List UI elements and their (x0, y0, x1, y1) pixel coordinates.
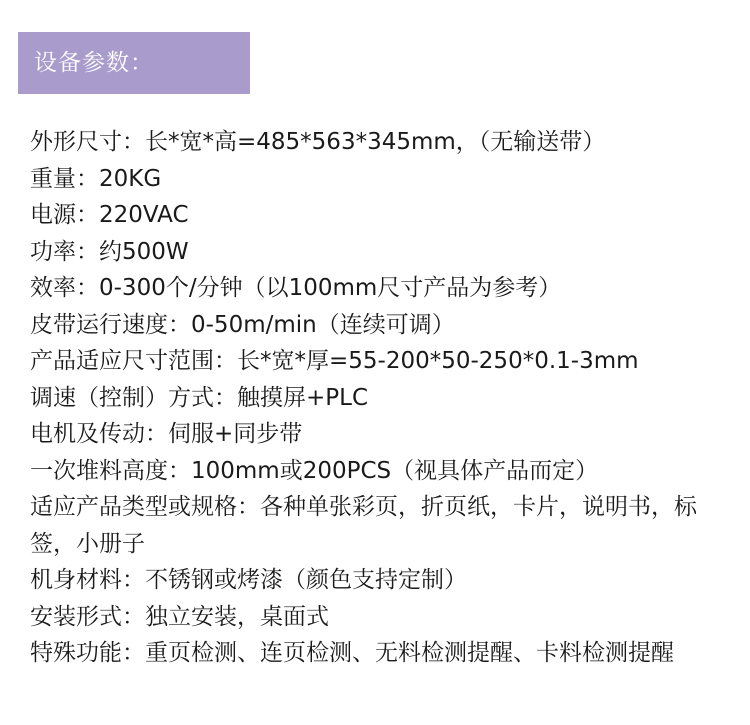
spec-item-power: 功率：约500W (30, 238, 189, 265)
spec-list (30, 124, 736, 672)
spec-item-product-size-range: 产品适应尺寸范围：长*宽*厚=55-200*50-250*0.1-3mm (30, 348, 639, 374)
section-title-band (18, 32, 250, 94)
page-title: 设备参数： (34, 49, 154, 76)
spec-item-installation: 安装形式：独立安装，桌面式 (30, 603, 329, 630)
spec-item-special-functions: 特殊功能：重页检测、连页检测、无料检测提醒、卡料检测提醒 (30, 640, 674, 666)
spec-item-power-supply: 电源：220VAC (30, 202, 189, 228)
spec-item-dimensions: 外形尺寸：长*宽*高=485*563*345mm，（无输送带） (30, 129, 606, 155)
spec-item-belt-speed: 皮带运行速度：0-50m/min（连续可调） (30, 311, 455, 338)
spec-item-efficiency: 效率：0-300个/分钟（以100mm尺寸产品为参考） (30, 275, 562, 301)
spec-item-product-types: 适应产品类型或规格：各种单张彩页，折页纸，卡片，说明书，标签，小册子 (30, 494, 697, 557)
spec-item-speed-control: 调速（控制）方式：触摸屏+PLC (30, 384, 369, 411)
spec-item-weight: 重量：20KG (30, 165, 162, 192)
spec-item-stack-height: 一次堆料高度：100mm或200PCS（视具体产品而定） (30, 457, 599, 484)
spec-item-body-material: 机身材料：不锈钢或烤漆（颜色支持定制） (30, 567, 467, 593)
spec-item-motor-transmission: 电机及传动：伺服+同步带 (30, 421, 303, 447)
